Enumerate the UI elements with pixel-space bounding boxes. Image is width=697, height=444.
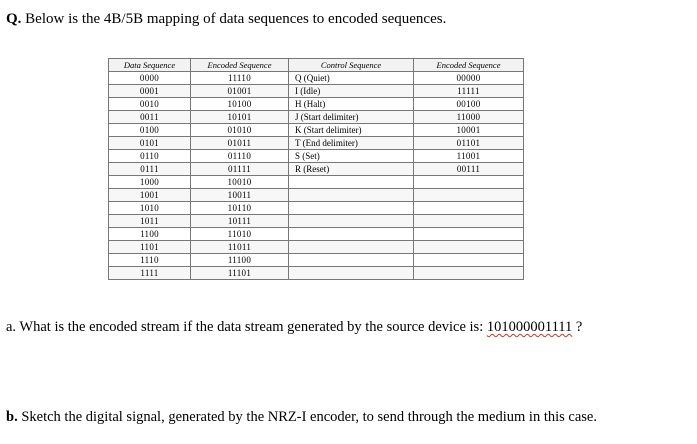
cell-control-encoded: 11001: [414, 150, 524, 163]
cell-data-sequence: 0100: [109, 124, 191, 137]
cell-control-encoded: [414, 215, 524, 228]
cell-control-sequence: J (Start delimiter): [289, 111, 414, 124]
cell-encoded-sequence: 10011: [191, 189, 289, 202]
cell-control-sequence: [289, 241, 414, 254]
table-row: [109, 228, 524, 241]
cell-data-sequence: 0011: [109, 111, 191, 124]
cell-control-encoded: 10001: [414, 124, 524, 137]
cell-control-sequence: [289, 215, 414, 228]
cell-control-sequence: Q (Quiet): [289, 72, 414, 85]
table-row: [109, 150, 524, 163]
cell-encoded-sequence: 10110: [191, 202, 289, 215]
part-a-suffix: ?: [572, 319, 583, 335]
cell-encoded-sequence: 10100: [191, 98, 289, 111]
cell-encoded-sequence: 01011: [191, 137, 289, 150]
header-control-sequence: Control Sequence: [289, 59, 414, 72]
cell-data-sequence: 1001: [109, 189, 191, 202]
part-b-text: Sketch the digital signal, generated by the NRZ-I encoder, to send through the medium in this case.: [17, 409, 597, 425]
cell-control-sequence: [289, 189, 414, 202]
cell-encoded-sequence: 11011: [191, 241, 289, 254]
question-label: Q.: [6, 11, 22, 27]
cell-control-encoded: 11000: [414, 111, 524, 124]
cell-encoded-sequence: 11110: [191, 72, 289, 85]
table-header-row: [109, 59, 524, 72]
cell-control-sequence: [289, 254, 414, 267]
question-title: [6, 10, 446, 28]
cell-control-encoded: 00000: [414, 72, 524, 85]
part-b-label: b.: [6, 409, 18, 425]
table-row: [109, 98, 524, 111]
header-data-sequence: Data Sequence: [109, 59, 191, 72]
part-a-question: [6, 318, 582, 336]
cell-encoded-sequence: 01111: [191, 163, 289, 176]
cell-control-sequence: R (Reset): [289, 163, 414, 176]
cell-control-encoded: [414, 176, 524, 189]
cell-control-encoded: [414, 189, 524, 202]
part-a-stream: 101000001111: [486, 319, 573, 335]
cell-data-sequence: 1010: [109, 202, 191, 215]
cell-control-encoded: [414, 228, 524, 241]
cell-encoded-sequence: 01010: [191, 124, 289, 137]
cell-data-sequence: 0001: [109, 85, 191, 98]
cell-data-sequence: 1011: [109, 215, 191, 228]
cell-control-sequence: I (Idle): [289, 85, 414, 98]
table-row: [109, 254, 524, 267]
table-row: [109, 85, 524, 98]
cell-control-encoded: 00111: [414, 163, 524, 176]
table-row: [109, 241, 524, 254]
cell-control-encoded: [414, 254, 524, 267]
cell-data-sequence: 1110: [109, 254, 191, 267]
cell-control-encoded: [414, 202, 524, 215]
question-text: Below is the 4B/5B mapping of data sequences to encoded sequences.: [21, 11, 447, 27]
cell-data-sequence: 0101: [109, 137, 191, 150]
table-row: [109, 215, 524, 228]
cell-control-encoded: [414, 267, 524, 280]
cell-control-encoded: 01101: [414, 137, 524, 150]
cell-control-sequence: T (End delimiter): [289, 137, 414, 150]
cell-control-encoded: 11111: [414, 85, 524, 98]
cell-control-sequence: H (Halt): [289, 98, 414, 111]
header-encoded-sequence-control: Encoded Sequence: [414, 59, 524, 72]
header-encoded-sequence: Encoded Sequence: [191, 59, 289, 72]
cell-control-sequence: K (Start delimiter): [289, 124, 414, 137]
cell-data-sequence: 1101: [109, 241, 191, 254]
table-row: [109, 176, 524, 189]
cell-control-encoded: [414, 241, 524, 254]
part-a-text: a. What is the encoded stream if the data stream generated by the source device is:: [6, 319, 487, 335]
table-row: [109, 124, 524, 137]
cell-data-sequence: 0110: [109, 150, 191, 163]
table-row: [109, 163, 524, 176]
cell-control-encoded: 00100: [414, 98, 524, 111]
cell-encoded-sequence: 01001: [191, 85, 289, 98]
cell-data-sequence: 1100: [109, 228, 191, 241]
cell-control-sequence: [289, 176, 414, 189]
cell-control-sequence: [289, 267, 414, 280]
cell-control-sequence: S (Set): [289, 150, 414, 163]
cell-data-sequence: 0000: [109, 72, 191, 85]
part-b-question: [6, 408, 597, 426]
cell-encoded-sequence: 10010: [191, 176, 289, 189]
cell-data-sequence: 1111: [109, 267, 191, 280]
table-row: [109, 202, 524, 215]
cell-encoded-sequence: 11101: [191, 267, 289, 280]
table-row: [109, 189, 524, 202]
cell-encoded-sequence: 10111: [191, 215, 289, 228]
cell-encoded-sequence: 11010: [191, 228, 289, 241]
cell-encoded-sequence: 01110: [191, 150, 289, 163]
mapping-table: [108, 58, 524, 280]
table-row: [109, 111, 524, 124]
cell-data-sequence: 1000: [109, 176, 191, 189]
cell-encoded-sequence: 10101: [191, 111, 289, 124]
cell-control-sequence: [289, 228, 414, 241]
cell-data-sequence: 0010: [109, 98, 191, 111]
cell-control-sequence: [289, 202, 414, 215]
cell-data-sequence: 0111: [109, 163, 191, 176]
table-row: [109, 72, 524, 85]
table-row: [109, 267, 524, 280]
cell-encoded-sequence: 11100: [191, 254, 289, 267]
table-row: [109, 137, 524, 150]
